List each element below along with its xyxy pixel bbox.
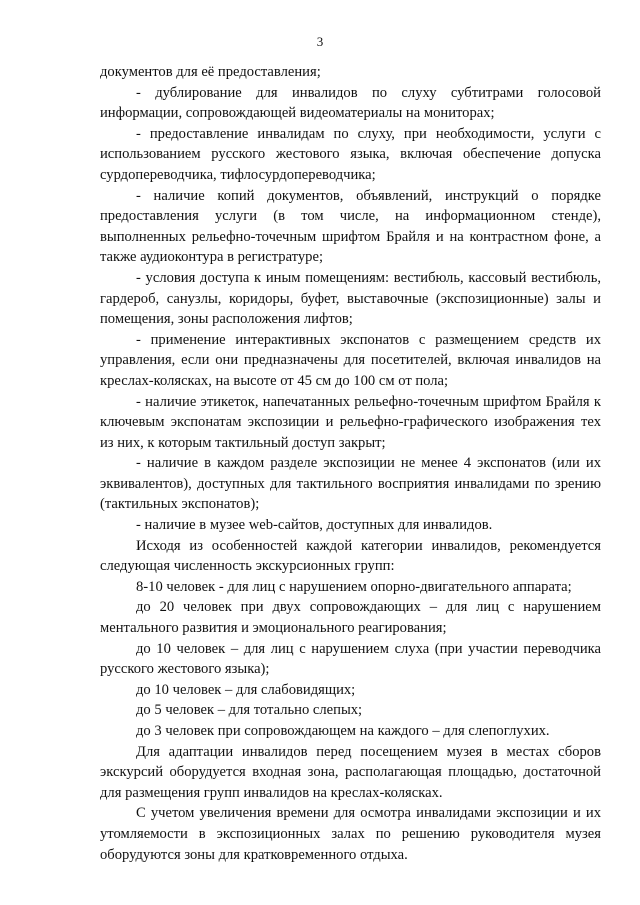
paragraph-continuation: документов для её предоставления; (100, 64, 321, 80)
list-item-braille-labels: - наличие этикеток, напечатанных рельефно-точечным шрифтом Брайля к ключевым экспонатам экспозиции и рельефно-графического изображения тех из них, к которым тактильный доступ закрыт; (100, 393, 601, 451)
list-item-sign-language: - предоставление инвалидам по слуху, при необходимости, услуги с использованием русского жестового языка, включая обеспечение допуска сурдопереводчика, тифлосурдопереводчика; (100, 125, 601, 183)
list-item-braille-documents: - наличие копий документов, объявлений, инструкций о порядке предоставления услуги (в том числе, на информационном стенде), выполненных рельефно-точечным шрифтом Брайля и на контрастном фоне, а также аудиоконтура в регистратуре; (100, 187, 601, 266)
list-item-tactile-exhibits: - наличие в каждом разделе экспозиции не менее 4 экспонатов (или их эквивалентов), доступных для тактильного восприятия инвалидами по зрению (тактильных экспонатов); (100, 455, 601, 513)
document-body (100, 62, 601, 865)
group-size-item: 8-10 человек - для лиц с нарушением опорно-двигательного аппарата; (136, 578, 572, 595)
list-item-websites: - наличие в музее web-сайтов, доступных для инвалидов. (136, 517, 493, 534)
list-item-interactive-exhibits: - применение интерактивных экспонатов с размещением средств их управления, если они предназначены для посетителей, включая инвалидов на креслах-колясках, на высоте от 45 см до 100 см от пола; (100, 331, 601, 389)
paragraph-rest-zones: С учетом увеличения времени для осмотра инвалидами экспозиции и их утомляемости в экспозиционных залах по решению руководителя музея оборудуются зоны для кратковременного отдыха. (100, 805, 601, 863)
group-size-item: до 10 человек – для слабовидящих; (136, 681, 356, 698)
group-size-item: до 3 человек при сопровождающем на каждого – для слепоглухих. (136, 723, 550, 739)
list-item-subtitles: - дублирование для инвалидов по слуху субтитрами голосовой информации, сопровождающей видеоматериалы на мониторах; (100, 84, 601, 122)
paragraph-entrance-zone: Для адаптации инвалидов перед посещением музея в местах сборов экскурсий оборудуется входная зона, располагающая площадью, достаточной для размещения групп инвалидов на креслах-колясках. (100, 743, 601, 801)
group-size-item: до 5 человек – для тотально слепых; (136, 702, 363, 719)
group-size-item: до 10 человек – для лиц с нарушением слуха (при участии переводчика русского жестового языка); (100, 640, 601, 678)
page-number: 3 (316, 34, 324, 49)
list-item-access-conditions: - условия доступа к иным помещениям: вестибюль, кассовый вестибюль, гардероб, санузлы, коридоры, буфет, выставочные (экспозиционные) залы и помещения, зоны расположения лифтов; (100, 269, 601, 328)
paragraph-group-size-intro: Исходя из особенностей каждой категории инвалидов, рекомендуется следующая численность экскурсионных групп: (100, 537, 601, 575)
group-size-item: до 20 человек при двух сопровождающих – для лиц с нарушением ментального развития и эмоционального реагирования; (100, 599, 601, 637)
